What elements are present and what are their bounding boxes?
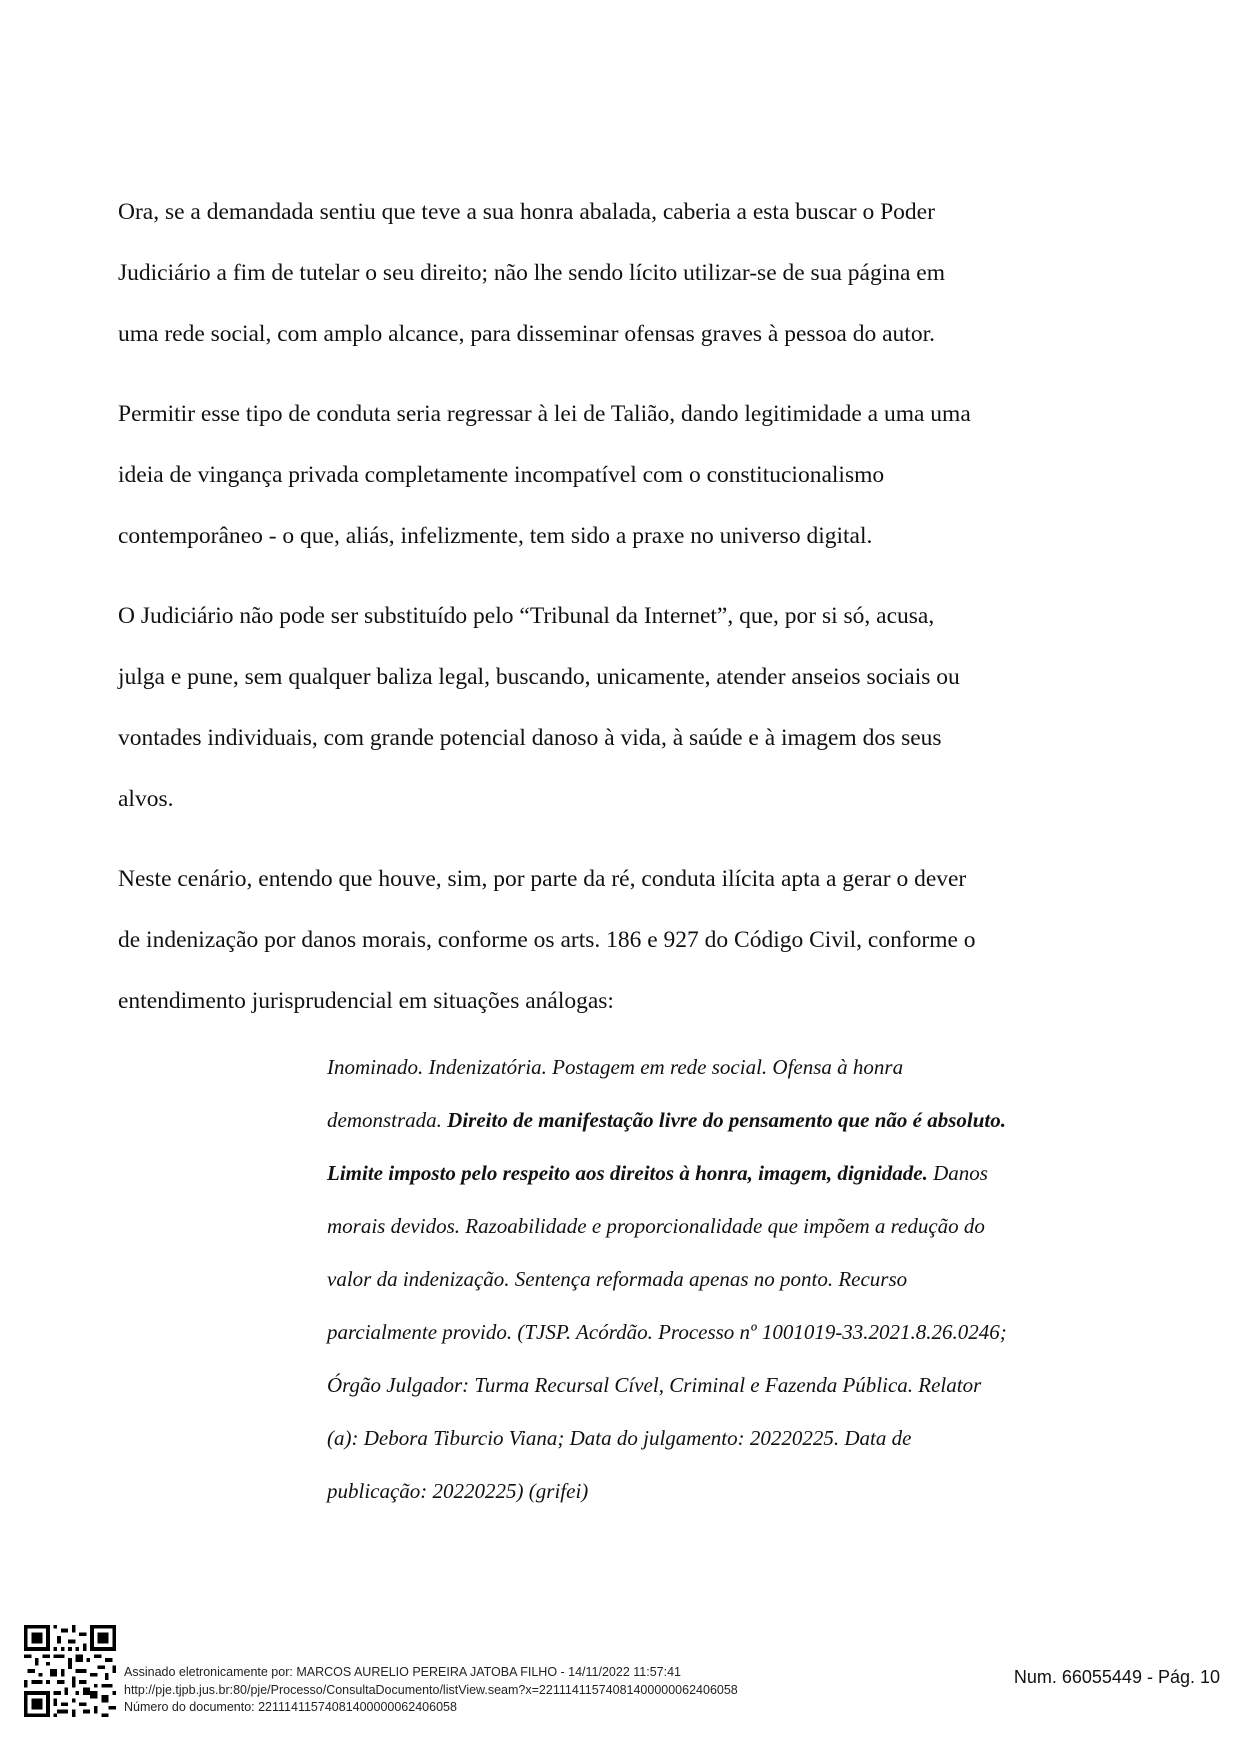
quote-line: Danos (927, 1161, 988, 1185)
quote-line: morais devidos. Razoabilidade e proporcionalidade que impõem a redução do (327, 1214, 985, 1238)
text-line: vontades individuais, com grande potencial danoso à vida, à saúde e à imagem dos seus (118, 725, 942, 751)
paragraph-2 (118, 384, 1068, 567)
signature-footer (0, 1615, 1240, 1735)
signed-by-text: Assinado eletronicamente por: MARCOS AURELIO PEREIRA JATOBA FILHO - 14/11/2022 11:57:41 (124, 1665, 681, 1679)
quote-line: publicação: 20220225) (grifei) (327, 1479, 589, 1503)
quote-line: Inominado. Indenizatória. Postagem em rede social. Ofensa à honra (327, 1055, 904, 1079)
quote-line: (a): Debora Tiburcio Viana; Data do julgamento: 20220225. Data de (327, 1426, 912, 1450)
qr-code-icon[interactable] (24, 1625, 116, 1717)
jurisprudence-quote (327, 1041, 1057, 1518)
text-line: O Judiciário não pode ser substituído pelo “Tribunal da Internet”, que, por si só, acusa, (118, 603, 935, 629)
text-line: julga e pune, sem qualquer baliza legal, buscando, unicamente, atender anseios sociais ou (118, 664, 960, 690)
quote-bold-text: Direito de manifestação livre do pensamento que não é absoluto. (447, 1108, 1006, 1132)
text-line: de indenização por danos morais, conforme os arts. 186 e 927 do Código Civil, conforme o (118, 927, 976, 953)
document-number-text: Número do documento: 22111411574081400000062406058 (124, 1700, 457, 1714)
text-line: Permitir esse tipo de conduta seria regressar à lei de Talião, dando legitimidade a uma uma (118, 401, 971, 427)
quote-line: parcialmente provido. (TJSP. Acórdão. Processo nº 1001019-33.2021.8.26.0246; (327, 1320, 1007, 1344)
signature-info (124, 1664, 738, 1717)
text-line: Judiciário a fim de tutelar o seu direito; não lhe sendo lícito utilizar-se de sua página em (118, 260, 945, 286)
paragraph-1 (118, 182, 1068, 365)
document-body (118, 182, 1068, 1051)
page-number: Num. 66055449 - Pág. 10 (1013, 1667, 1220, 1687)
text-line: Neste cenário, entendo que houve, sim, por parte da ré, conduta ilícita apta a gerar o dever (118, 866, 967, 892)
paragraph-3 (118, 586, 1068, 830)
paragraph-4 (118, 849, 1068, 1032)
text-line: ideia de vingança privada completamente incompatível com o constitucionalismo (118, 462, 885, 488)
text-line: uma rede social, com amplo alcance, para disseminar ofensas graves à pessoa do autor. (118, 321, 935, 347)
quote-line: Órgão Julgador: Turma Recursal Cível, Criminal e Fazenda Pública. Relator (327, 1373, 982, 1397)
document-url-link[interactable]: http://pje.tjpb.jus.br:80/pje/Processo/ConsultaDocumento/listView.seam?x=22111411574081400000062406058 (124, 1682, 738, 1697)
quote-line: valor da indenização. Sentença reformada apenas no ponto. Recurso (327, 1267, 908, 1291)
text-line: entendimento jurisprudencial em situações análogas: (118, 988, 614, 1014)
text-line: alvos. (118, 786, 174, 812)
quote-line: demonstrada. (327, 1108, 448, 1132)
quote-bold-text: Limite imposto pelo respeito aos direitos à honra, imagem, dignidade. (327, 1161, 928, 1185)
text-line: Ora, se a demandada sentiu que teve a sua honra abalada, caberia a esta buscar o Poder (118, 199, 935, 225)
text-line: contemporâneo - o que, aliás, infelizmente, tem sido a praxe no universo digital. (118, 523, 873, 549)
